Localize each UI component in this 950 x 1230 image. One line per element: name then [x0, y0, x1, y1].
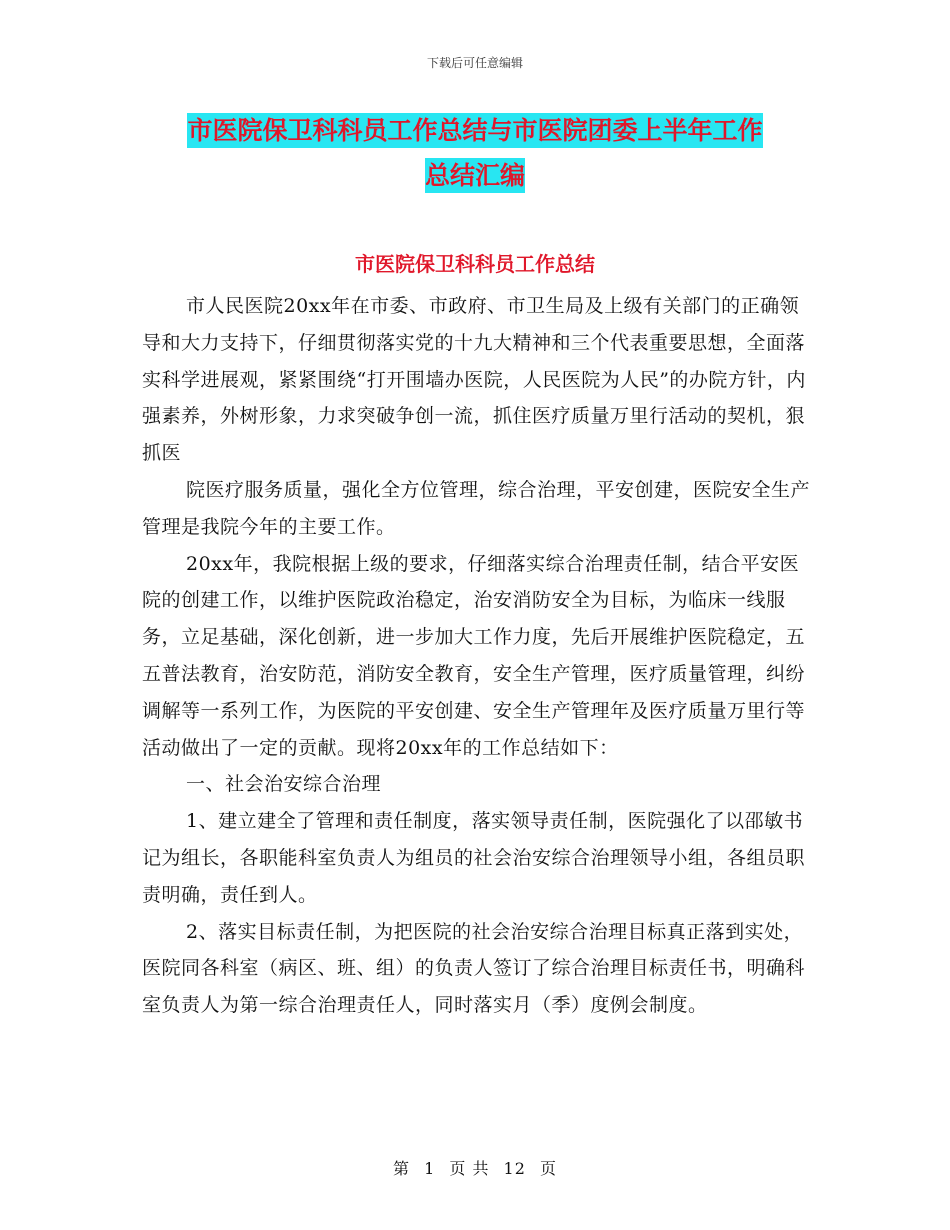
paragraph-3: 20xx年，我院根据上级的要求，仔细落实综合治理责任制，结合平安医院的创建工作，以维护医院政治稳定，治安消防安全为目标，为临床一线服务，立足基础，深化创新，进一步加大工作力度，先后开展维护医院稳定，五五普法教育，治安防范，消防安全教育，安全生产管理，医疗质量管理，纠纷调解等一系列工作，为医院的平安创建、安全生产管理年及医疗质量万里行等活动做出了一定的贡献。现将20xx年的工作总结如下： — [142, 552, 806, 759]
footer-prefix: 第 — [392, 1159, 410, 1178]
paragraph-1: 市人民医院20xx年在市委、市政府、市卫生局及上级有关部门的正确领导和大力支持下，仔细贯彻落实党的十九大精神和三个代表重要思想，全面落实科学进展观，紧紧围绕“打开围墙办医院，人民医院为人民”的办院方针，内强素养，外树形象，力求突破争创一流，抓住医疗质量万里行活动的契机，狠抓医 — [142, 295, 806, 465]
header-note: 下载后可任意编辑 — [426, 56, 523, 70]
document-title — [140, 108, 810, 198]
footer-suffix: 页 — [540, 1159, 558, 1178]
page-footer — [0, 1156, 950, 1179]
title-line-1: 市医院保卫科科员工作总结与市医院团委上半年工作 — [187, 113, 762, 148]
title-line-2: 总结汇编 — [425, 158, 525, 193]
total-pages-number: 12 — [503, 1159, 526, 1178]
current-page-number: 1 — [424, 1159, 436, 1178]
paragraph-heading-1: 一、社会治安综合治理 — [186, 773, 382, 796]
section-title: 市医院保卫科科员工作总结 — [355, 252, 595, 276]
footer-mid: 页 共 — [449, 1159, 490, 1178]
document-body — [142, 288, 812, 1024]
paragraph-5: 2、落实目标责任制，为把医院的社会治安综合治理目标真正落到实处，医院同各科室（病区、班、组）的负责人签订了综合治理目标责任书，明确科室负责人为第一综合治理责任人，同时落实月（季）度例会制度。 — [142, 920, 806, 1017]
paragraph-4: 1、建立建全了管理和责任制度，落实领导责任制，医院强化了以邵敏书记为组长，各职能科室负责人为组员的社会治安综合治理领导小组，各组员职责明确，责任到人。 — [142, 810, 806, 906]
paragraph-2: 院医疗服务质量，强化全方位管理，综合治理，平安创建，医院安全生产管理是我院今年的主要工作。 — [142, 478, 811, 538]
